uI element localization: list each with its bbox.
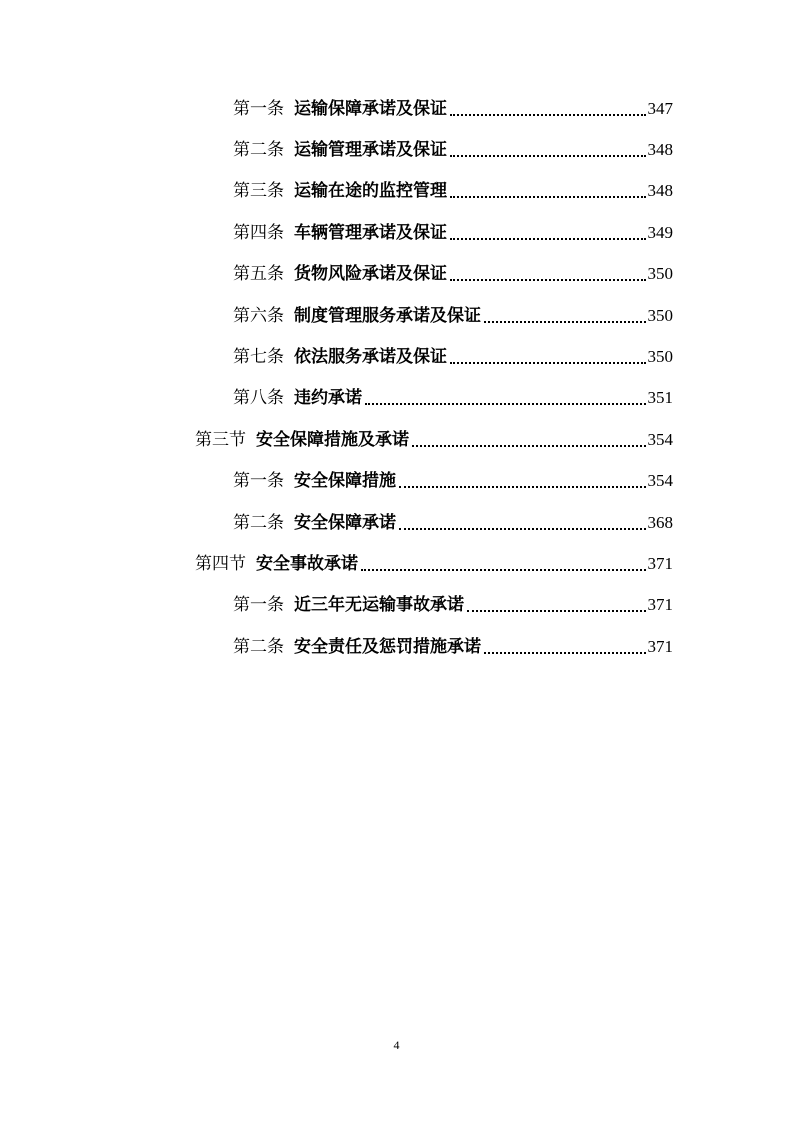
toc-entry-title: 近三年无运输事故承诺	[294, 595, 464, 616]
toc-entry-page: 368	[647, 512, 673, 532]
toc-entry-number: 第三条	[233, 181, 284, 202]
toc-entry-number: 第五条	[233, 264, 284, 285]
toc-entry[interactable]	[0, 502, 673, 543]
toc-entry[interactable]	[0, 585, 673, 626]
toc-entry-number: 第二条	[233, 140, 284, 161]
toc-entry[interactable]	[0, 461, 673, 502]
page-number: 4	[393, 1038, 400, 1052]
toc-leader-dots	[450, 238, 646, 240]
toc-entry-title: 依法服务承诺及保证	[294, 347, 447, 368]
toc-entry-number: 第一条	[233, 595, 284, 616]
toc-entry-page: 347	[647, 98, 673, 118]
toc-entry-title: 货物风险承诺及保证	[294, 264, 447, 285]
toc-entry-page: 349	[647, 222, 673, 242]
toc-entry-number: 第一条	[233, 471, 284, 492]
toc-entry[interactable]	[0, 212, 673, 253]
toc-entry-page: 350	[647, 347, 673, 367]
toc-entry-page: 371	[647, 553, 673, 573]
toc-entry[interactable]	[0, 129, 673, 170]
toc-entry-title: 违约承诺	[294, 388, 362, 409]
toc-entry-page: 371	[647, 636, 673, 656]
toc-entry-number: 第一条	[233, 98, 284, 119]
toc-entry-page: 348	[647, 140, 673, 160]
toc-entry[interactable]	[0, 378, 673, 419]
toc-leader-dots	[450, 114, 646, 116]
toc-entry-number: 第三节	[195, 429, 246, 450]
table-of-contents	[0, 88, 793, 667]
toc-entry-title: 车辆管理承诺及保证	[294, 222, 447, 243]
toc-entry-title: 运输保障承诺及保证	[294, 98, 447, 119]
toc-entry-title: 安全责任及惩罚措施承诺	[294, 636, 481, 657]
toc-entry[interactable]	[0, 336, 673, 377]
toc-leader-dots	[399, 528, 646, 530]
toc-entry-page: 348	[647, 181, 673, 201]
toc-leader-dots	[450, 155, 646, 157]
toc-leader-dots	[399, 486, 646, 488]
toc-entry-title: 安全事故承诺	[256, 553, 358, 574]
toc-entry-number: 第二条	[233, 512, 284, 533]
toc-entry[interactable]	[0, 626, 673, 667]
toc-entry[interactable]	[0, 254, 673, 295]
toc-entry[interactable]	[0, 171, 673, 212]
toc-entry-title: 安全保障承诺	[294, 512, 396, 533]
toc-entry-number: 第七条	[233, 347, 284, 368]
toc-leader-dots	[467, 610, 646, 612]
toc-entry-title: 安全保障措施	[294, 471, 396, 492]
toc-entry-page: 351	[647, 388, 673, 408]
toc-entry-page: 371	[647, 595, 673, 615]
toc-leader-dots	[484, 652, 646, 654]
toc-entry-title: 安全保障措施及承诺	[256, 429, 409, 450]
toc-leader-dots	[450, 196, 646, 198]
toc-section-entry[interactable]	[0, 419, 673, 460]
toc-entry-page: 354	[647, 471, 673, 491]
toc-entry-number: 第二条	[233, 636, 284, 657]
toc-leader-dots	[361, 569, 646, 571]
toc-section-entry[interactable]	[0, 543, 673, 584]
toc-entry-page: 354	[647, 429, 673, 449]
toc-leader-dots	[450, 279, 646, 281]
toc-entry-number: 第四条	[233, 222, 284, 243]
toc-entry[interactable]	[0, 88, 673, 129]
toc-entry-number: 第四节	[195, 553, 246, 574]
toc-entry-page: 350	[647, 305, 673, 325]
toc-leader-dots	[450, 362, 646, 364]
toc-entry-title: 运输在途的监控管理	[294, 181, 447, 202]
toc-entry-title: 运输管理承诺及保证	[294, 140, 447, 161]
toc-leader-dots	[484, 321, 646, 323]
toc-entry-title: 制度管理服务承诺及保证	[294, 305, 481, 326]
toc-leader-dots	[412, 445, 646, 447]
toc-leader-dots	[365, 403, 646, 405]
toc-entry-number: 第六条	[233, 305, 284, 326]
toc-entry-page: 350	[647, 264, 673, 284]
toc-entry[interactable]	[0, 295, 673, 336]
toc-entry-number: 第八条	[233, 388, 284, 409]
